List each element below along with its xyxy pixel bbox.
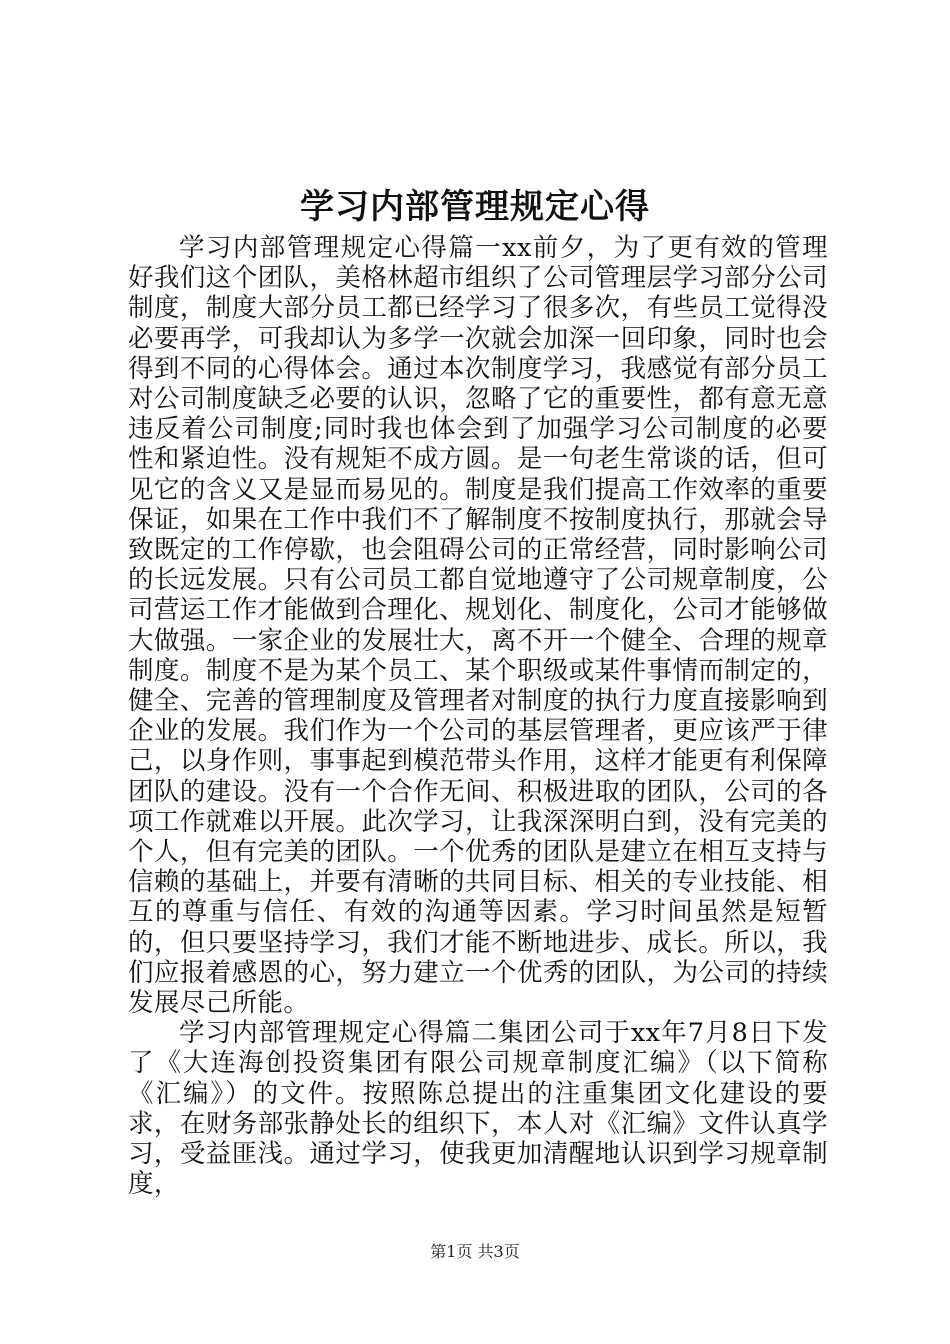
document-title: 学习内部管理规定心得 [300,187,650,227]
paragraph-1: 学习内部管理规定心得篇一xx前夕，为了更有效的管理好我们这个团队，美格林超市组织了公司管理层学习部分公司制度，制度大部分员工都已经学习了很多次，有些员工觉得没必要再学，可我却认为多学一次就会加深一回印象，同时也会得到不同的心得体会。通过本次制度学习，我感觉有部分员工对公司制度缺乏必要的认识，忽略了它的重要性，都有意无意违反着公司制度;同时我也体会到了加强学习公司制度的必要性和紧迫性。没有规矩不成方圆。是一句老生常谈的话，但可见它的含义又是显而易见的。制度是我们提高工作效率的重要保证，如果在工作中我们不了解制度不按制度执行，那就会导致既定的工作停歇，也会阻碍公司的正常经营，同时影响公司的长远发展。只有公司员工都自觉地遵守了公司规章制度，公司营运工作才能做到合理化、规划化、制度化，公司才能够做大做强。一家企业的发展壮大，离不开一个健全、合理的规章制度。制度不是为某个员工、某个职级或某件事情而制定的，健全、完善的管理制度及管理者对制度的执行力度直接影响到企业的发展。我们作为一个公司的基层管理者，更应该严于律己，以身作则，事事起到模范带头作用，这样才能更有利保障团队的建设。没有一个合作无间、积极进取的团队，公司的各项工作就难以开展。此次学习，让我深深明白到，没有完美的个人，但有完美的团队。一个优秀的团队是建立在相互支持与信赖的基础上，并要有清晰的共同目标、相关的专业技能、相互的尊重与信任、有效的沟通等因素。学习时间虽然是短暂的，但只要坚持学习，我们才能不断地进步、成长。所以，我们应报着感恩的心，努力建立一个优秀的团队，为公司的持续发展尽己所能。 [128,233,828,1019]
paragraph-2: 学习内部管理规定心得篇二集团公司于xx年7月8日下发了《大连海创投资集团有限公司规章制度汇编》（以下简称《汇编》）的文件。按照陈总提出的注重集团文化建设的要求，在财务部张静处长的组织下，本人对《汇编》文件认真学习，受益匪浅。通过学习，使我更加清醒地认识到学习规章制度， [128,1018,828,1200]
page-footer: 第1页 共3页 [430,1242,520,1261]
document-body [128,233,828,1200]
